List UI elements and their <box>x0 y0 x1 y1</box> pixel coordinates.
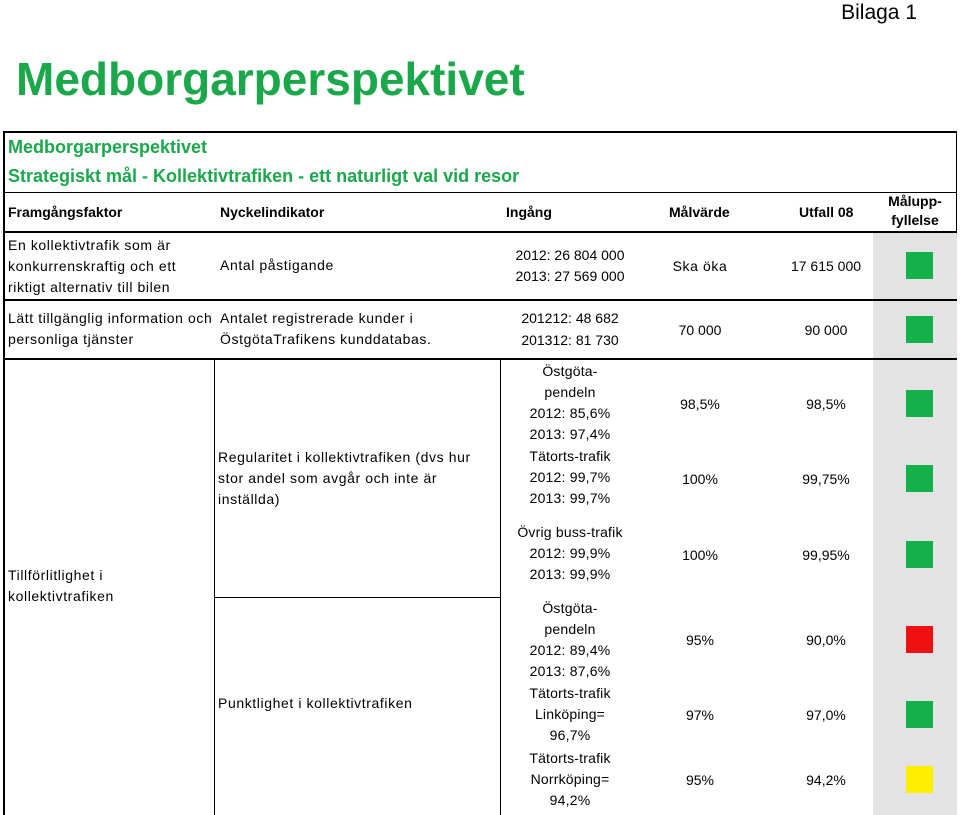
indikator-punktlighet: Punktlighet i kollektivtrafiken <box>218 695 413 711</box>
header-framgangsfaktor: Framgångsfaktor <box>8 204 123 220</box>
sub4-ingang-line: Tätorts-trafik <box>529 685 611 701</box>
sub1-ingang-line: 2012: 99,7% <box>529 469 611 485</box>
row-divider <box>3 299 957 301</box>
group3-faktor: Tillförlitlighet i kollektivtrafiken <box>8 567 114 604</box>
sub3-malvarde: 95% <box>685 632 715 648</box>
header-ingang: Ingång <box>506 204 552 220</box>
column-divider <box>500 360 501 815</box>
sub2-ingang-line: 2013: 99,9% <box>529 566 611 582</box>
sub2-ingang-line: Övrig buss-trafik <box>517 524 623 540</box>
row1-status-indicator <box>906 252 933 279</box>
row2-faktor: Lätt tillgänglig information och personliga tjänster <box>8 310 213 347</box>
indicator-divider <box>214 597 501 598</box>
row1-indikator: Antal påstigande <box>220 257 334 273</box>
sub5-ingang <box>502 748 638 811</box>
sub1-utfall: 99,75% <box>802 471 850 487</box>
sub0-malvarde: 98,5% <box>680 396 720 412</box>
sub3-ingang-line: 2013: 87,6% <box>529 663 611 679</box>
row1-malvarde: Ska öka <box>672 258 728 274</box>
sub4-status-indicator <box>906 701 933 728</box>
row2-ingang-2012: 201212: 48 682 <box>521 310 619 326</box>
sub0-ingang-line: pendeln <box>544 384 596 400</box>
sub5-ingang-line: Norrköping= <box>530 771 610 787</box>
row2-malvarde: 70 000 <box>678 322 722 338</box>
header-maluppfyllelse: Målupp-fyllelse <box>888 193 942 228</box>
sub2-status-indicator <box>906 541 933 568</box>
column-divider <box>214 360 215 815</box>
sub4-ingang-line: 96,7% <box>549 727 591 743</box>
sub2-utfall: 99,95% <box>802 547 850 563</box>
header-divider <box>3 192 957 193</box>
table-subtitle: Medborgarperspektivet <box>8 137 208 157</box>
row-divider <box>3 231 957 233</box>
sub3-ingang <box>502 598 638 682</box>
header-malvarde: Målvärde <box>669 204 730 220</box>
sub5-ingang-line: Tätorts-trafik <box>529 750 611 766</box>
sub1-status-indicator <box>906 465 933 492</box>
bilaga-label: Bilaga 1 <box>841 1 917 24</box>
sub5-utfall: 94,2% <box>806 772 846 788</box>
row2-status-indicator <box>906 316 933 343</box>
sub0-ingang-line: Östgöta- <box>542 363 598 379</box>
sub3-utfall: 90,0% <box>806 632 846 648</box>
row1-utfall: 17 615 000 <box>790 258 862 274</box>
sub4-ingang-line: Linköping= <box>534 706 606 722</box>
sub1-malvarde: 100% <box>682 471 718 487</box>
sub2-ingang <box>502 522 638 585</box>
sub0-ingang <box>502 361 638 445</box>
row-divider <box>3 358 957 360</box>
row1-ingang-2012: 2012: 26 804 000 <box>515 247 625 263</box>
sub2-malvarde: 100% <box>682 547 718 563</box>
sub3-status-indicator <box>906 626 933 653</box>
row2-indikator: Antalet registrerade kunder i ÖstgötaTrafikens kunddatabas. <box>220 310 432 347</box>
sub5-malvarde: 95% <box>685 772 715 788</box>
sub2-ingang-line: 2012: 99,9% <box>529 545 611 561</box>
row1-ingang-2013: 2013: 27 569 000 <box>515 268 625 284</box>
page-title: Medborgarperspektivet <box>16 53 525 105</box>
sub5-status-indicator <box>906 766 933 793</box>
sub5-ingang-line: 94,2% <box>549 792 591 808</box>
sub3-ingang-line: 2012: 89,4% <box>529 642 611 658</box>
sub0-status-indicator <box>906 390 933 417</box>
strategic-goal: Strategiskt mål - Kollektivtrafiken - ett naturligt val vid resor <box>8 166 520 186</box>
sub0-utfall: 98,5% <box>806 396 846 412</box>
sub0-ingang-line: 2013: 97,4% <box>529 426 611 442</box>
header-nyckelindikator: Nyckelindikator <box>220 204 325 220</box>
sub1-ingang-line: Tätorts-trafik <box>529 448 611 464</box>
header-utfall: Utfall 08 <box>799 204 854 220</box>
row1-faktor: En kollektivtrafik som är konkurrenskraftig och ett riktigt alternativ till bilen <box>8 237 177 295</box>
row2-ingang-2013: 201312: 81 730 <box>521 332 619 348</box>
sub4-ingang <box>502 683 638 746</box>
sub4-malvarde: 97% <box>685 707 715 723</box>
sub0-ingang-line: 2012: 85,6% <box>529 405 611 421</box>
sub4-utfall: 97,0% <box>806 707 846 723</box>
sub1-ingang-line: 2013: 99,7% <box>529 490 611 506</box>
indikator-regularitet: Regularitet i kollektivtrafiken (dvs hur stor andel som avgår och inte är inställda) <box>218 449 471 507</box>
sub3-ingang-line: Östgöta- <box>542 600 598 616</box>
row2-utfall: 90 000 <box>804 322 848 338</box>
sub3-ingang-line: pendeln <box>544 621 596 637</box>
sub1-ingang <box>502 446 638 509</box>
